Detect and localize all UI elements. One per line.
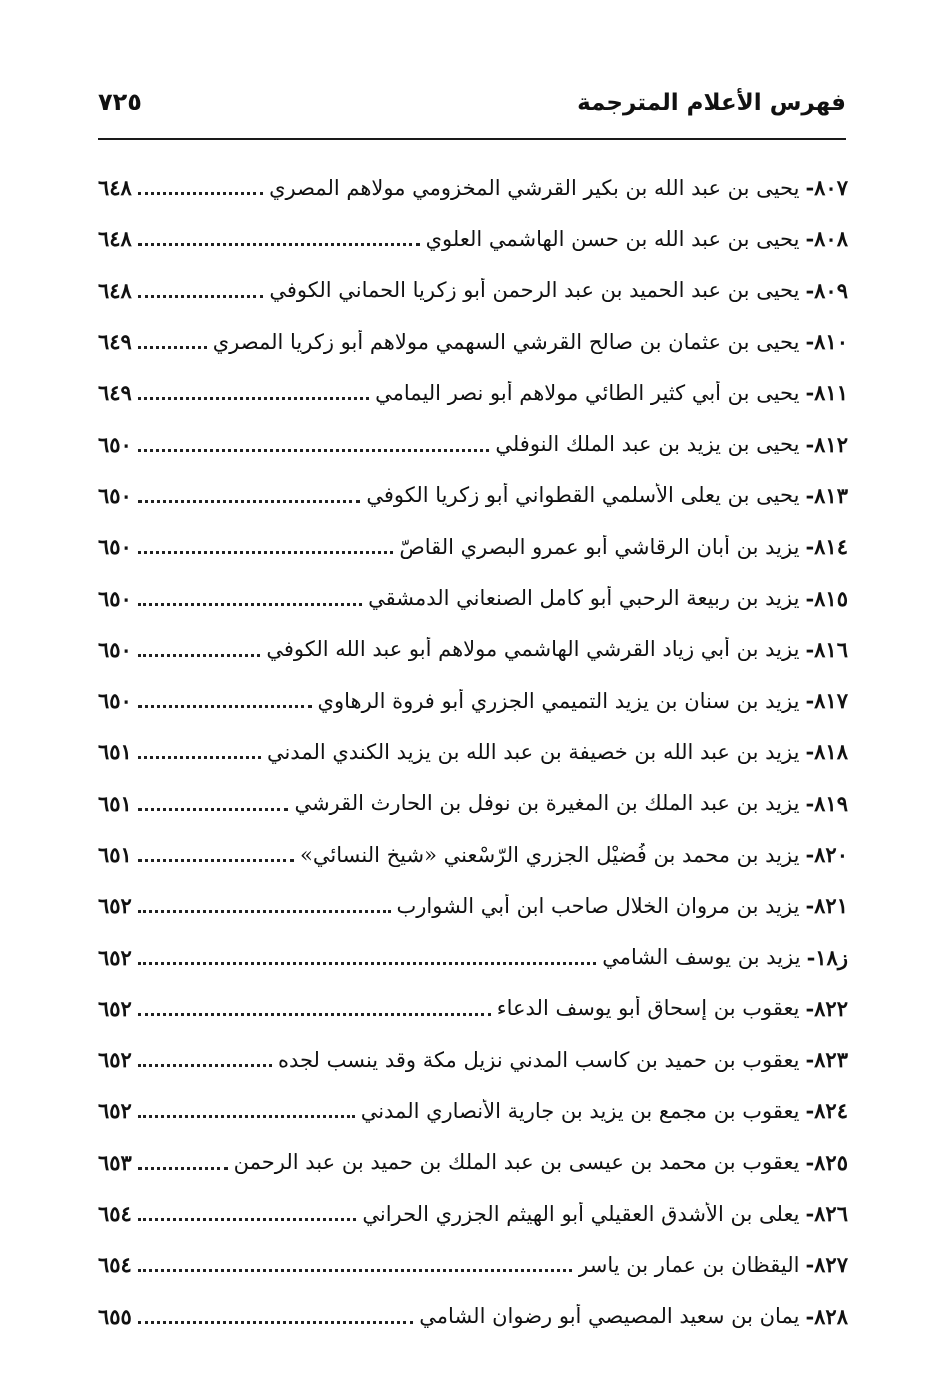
index-entry [98, 418, 848, 469]
entry-dash: - [805, 1252, 815, 1278]
dot-leader [138, 654, 260, 657]
entry-name: يحيى بن عبد الله بن حسن الهاشمي العلوي [425, 226, 800, 251]
entry-number: ٨٢٦ [814, 1201, 848, 1227]
index-entry [98, 931, 848, 982]
entry-number: ٨٠٨ [814, 226, 848, 252]
entry-name: يحيى بن أبي كثير الطائي مولاهم أبو نصر اليمامي [375, 380, 800, 405]
dot-leader [138, 603, 362, 606]
entry-number: ٨١٥ [814, 585, 848, 611]
entry-page-number: ٦٥٣ [98, 1149, 132, 1175]
entry-name: يزيد بن عبد الملك بن المغيرة بن نوفل بن الحارث القرشي [294, 791, 800, 816]
entry-dash: - [805, 175, 815, 201]
entry-number: ٨١٨ [814, 739, 848, 765]
entry-name: يزيد بن سنان بن يزيد التميمي الجزري أبو فروة الرهاوي [317, 688, 800, 713]
entry-page-number: ٦٥٢ [98, 944, 132, 970]
entry-dash: - [805, 534, 815, 560]
dot-leader [138, 243, 420, 246]
entry-number: ٨٠٧ [814, 175, 848, 201]
dot-leader [138, 910, 391, 913]
dot-leader [138, 295, 264, 298]
index-entry [98, 213, 848, 264]
index-entry [98, 572, 848, 623]
entry-page-number: ٦٥٢ [98, 995, 132, 1021]
index-entry [98, 470, 848, 521]
entry-dash: - [805, 995, 815, 1021]
entry-dash: - [805, 1047, 815, 1073]
index-entry [98, 1137, 848, 1188]
entry-page-number: ٦٤٨ [98, 175, 132, 201]
dot-leader [138, 705, 312, 708]
entry-number: ٨١٤ [814, 534, 848, 560]
entry-name: يحيى بن عبد الحميد بن عبد الرحمن أبو زكريا الحماني الكوفي [269, 278, 800, 303]
index-entry [98, 778, 848, 829]
entry-number: ٨٢٠ [814, 842, 848, 867]
entry-dash: - [805, 1098, 815, 1124]
entry-name: يزيد بن أبان الرقاشي أبو عمرو البصري القاصّ [399, 534, 800, 559]
entry-page-number: ٦٥١ [98, 790, 132, 816]
dot-leader [138, 756, 261, 759]
index-entry [98, 367, 848, 418]
entry-dash: - [805, 1149, 815, 1175]
dot-leader [138, 859, 294, 862]
entry-dash: - [805, 1201, 815, 1227]
dot-leader [138, 551, 394, 554]
entry-dash: - [805, 1303, 815, 1329]
entry-number: ٨٢١ [814, 893, 848, 919]
dot-leader [138, 1115, 355, 1118]
dot-leader [138, 449, 490, 452]
entry-dash: - [805, 688, 815, 714]
entry-number: ٨١٩ [814, 790, 848, 816]
dot-leader [138, 1269, 572, 1272]
entry-dash: - [805, 842, 815, 867]
entry-number: ٨١٣ [814, 482, 848, 508]
entry-number: ٨٢٨ [814, 1303, 848, 1329]
entry-name: يزيد بن عبد الله بن خصيفة بن عبد الله بن يزيد الكندي المدني [266, 739, 800, 764]
entry-name: يعلى بن الأشدق العقيلي أبو الهيثم الجزري الحراني [362, 1201, 800, 1226]
entry-number: ٨٢٥ [814, 1149, 848, 1175]
index-entries [98, 162, 848, 1342]
header-rule [98, 138, 846, 140]
index-entry [98, 1034, 848, 1085]
entry-name: يحيى بن يعلى الأسلمي القطواني أبو زكريا الكوفي [366, 483, 800, 508]
entry-name: يزيد بن يوسف الشامي [602, 945, 801, 970]
dot-leader [138, 1013, 491, 1016]
entry-name: اليقظان بن عمار بن ياسر [578, 1252, 800, 1277]
entry-dash: - [805, 329, 815, 355]
dot-leader [138, 1321, 413, 1324]
index-entry [98, 1239, 848, 1290]
entry-dash: - [805, 790, 815, 816]
index-entry [98, 521, 848, 572]
entry-page-number: ٦٥٢ [98, 893, 132, 919]
dot-leader [138, 1064, 272, 1067]
index-entry [98, 829, 848, 880]
entry-number: ٨٢٢ [814, 995, 848, 1021]
entry-page-number: ٦٥٤ [98, 1201, 132, 1227]
dot-leader [138, 1218, 357, 1221]
index-entry [98, 675, 848, 726]
entry-page-number: ٦٥٠ [98, 585, 132, 611]
entry-name: يحيى بن عبد الله بن بكير القرشي المخزومي مولاهم المصري [269, 175, 800, 200]
index-entry [98, 1291, 848, 1342]
dot-leader [138, 962, 596, 965]
entry-page-number: ٦٥٠ [98, 636, 132, 662]
index-entry [98, 880, 848, 931]
dot-leader [138, 346, 207, 349]
entry-page-number: ٦٤٩ [98, 329, 132, 355]
index-entry [98, 624, 848, 675]
entry-name: يحيى بن عثمان بن صالح القرشي السهمي مولاهم أبو زكريا المصري [212, 329, 800, 354]
page-header [98, 86, 846, 126]
dot-leader [138, 808, 289, 811]
entry-name: يزيد بن محمد بن فُضيْل الجزري الرّسْعني «شيخ النسائي» [300, 842, 800, 867]
entry-number: ٨٠٩ [814, 277, 848, 303]
dot-leader [138, 192, 263, 195]
entry-page-number: ٦٤٨ [98, 226, 132, 252]
dot-leader [138, 1167, 228, 1170]
index-entry [98, 726, 848, 777]
entry-number: ٨١٧ [814, 688, 848, 714]
entry-page-number: ٦٥١ [98, 739, 132, 765]
index-entry [98, 983, 848, 1034]
entry-dash: - [805, 585, 815, 611]
entry-dash: - [805, 226, 815, 252]
page-number: ٧٢٥ [98, 88, 142, 116]
index-entry [98, 1188, 848, 1239]
entry-name: يزيد بن أبي زياد القرشي الهاشمي مولاهم أبو عبد الله الكوفي [266, 637, 800, 662]
entry-name: يحيى بن يزيد بن عبد الملك النوفلي [495, 432, 800, 457]
entry-name: يعقوب بن إسحاق أبو يوسف الدعاء [496, 996, 800, 1021]
entry-page-number: ٦٥٢ [98, 1047, 132, 1073]
entry-dash: - [805, 636, 815, 662]
entry-page-number: ٦٥٥ [98, 1303, 132, 1329]
index-entry [98, 162, 848, 213]
entry-page-number: ٦٥١ [98, 842, 132, 867]
entry-number: ٨٢٧ [814, 1252, 848, 1278]
dot-leader [138, 500, 361, 503]
entry-page-number: ٦٥٠ [98, 431, 132, 457]
entry-dash: - [805, 277, 815, 303]
entry-name: يعقوب بن محمد بن عيسى بن عبد الملك بن حميد بن عبد الرحمن [233, 1150, 800, 1175]
entry-number: ٨٢٤ [814, 1098, 848, 1124]
entry-page-number: ٦٥٤ [98, 1252, 132, 1278]
entry-page-number: ٦٤٨ [98, 277, 132, 303]
entry-page-number: ٦٥٠ [98, 482, 132, 508]
index-title: فهرس الأعلام المترجمة [577, 90, 846, 116]
entry-number: ٨١١ [814, 380, 848, 406]
entry-page-number: ٦٥٢ [98, 1098, 132, 1124]
entry-number: ز١٨ [815, 944, 848, 970]
entry-name: يزيد بن مروان الخلال صاحب ابن أبي الشوارب [396, 893, 800, 918]
entry-page-number: ٦٥٠ [98, 688, 132, 714]
entry-dash: - [806, 944, 816, 970]
entry-number: ٨١٢ [814, 431, 848, 457]
entry-dash: - [805, 893, 815, 919]
entry-name: يزيد بن ربيعة الرحبي أبو كامل الصنعاني الدمشقي [368, 586, 800, 611]
index-entry [98, 265, 848, 316]
index-entry [98, 1085, 848, 1136]
entry-dash: - [805, 482, 815, 508]
entry-dash: - [805, 380, 815, 406]
entry-name: يمان بن سعيد المصيصي أبو رضوان الشامي [419, 1304, 800, 1329]
dot-leader [138, 397, 369, 400]
index-entry [98, 316, 848, 367]
entry-page-number: ٦٤٩ [98, 380, 132, 406]
entry-dash: - [805, 431, 815, 457]
entry-dash: - [805, 739, 815, 765]
entry-number: ٨١٠ [814, 329, 848, 355]
entry-number: ٨٢٣ [814, 1047, 848, 1073]
entry-name: يعقوب بن حميد بن كاسب المدني نزيل مكة وقد ينسب لجده [277, 1047, 800, 1072]
entry-page-number: ٦٥٠ [98, 534, 132, 560]
entry-number: ٨١٦ [814, 636, 848, 662]
entry-name: يعقوب بن مجمع بن يزيد بن جارية الأنصاري المدني [360, 1098, 800, 1123]
